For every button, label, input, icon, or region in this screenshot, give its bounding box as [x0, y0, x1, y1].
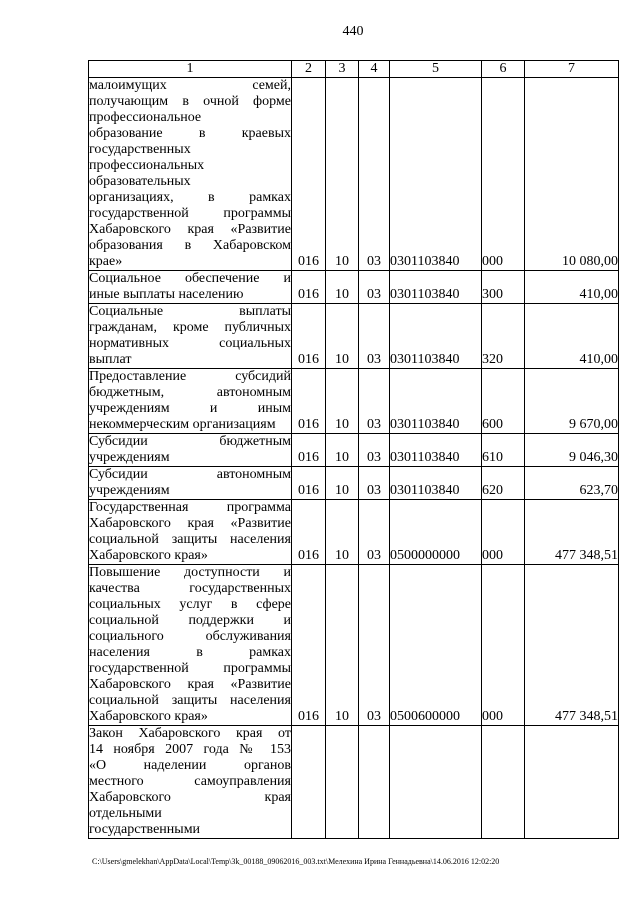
col-3-value: 10	[326, 304, 359, 369]
col-4-value: 03	[359, 304, 390, 369]
text-line: Субсидии автономным	[89, 467, 291, 482]
col-7-value: 10 080,00	[525, 78, 619, 271]
col-2-value: 016	[292, 271, 326, 304]
col-3-value: 10	[326, 500, 359, 565]
text-line: образование в краевых	[89, 126, 291, 141]
text-line: Хабаровского края «Развитие	[89, 222, 291, 237]
col-7-header: 7	[525, 61, 619, 78]
col-5-header: 5	[390, 61, 482, 78]
col-2-value: 016	[292, 500, 326, 565]
text-line: социальной защиты населения	[89, 532, 291, 547]
text-line: местного самоуправления	[89, 774, 291, 789]
budget-table	[88, 60, 619, 839]
table-row	[89, 304, 619, 369]
col-5-value: 0301103840	[390, 78, 482, 271]
text-line: «О наделении органов	[89, 758, 291, 773]
col-2-header: 2	[292, 61, 326, 78]
text-line: 14 ноября 2007 года № 153	[89, 742, 291, 757]
col-2-value: 016	[292, 565, 326, 726]
text-line: учреждениям и иным	[89, 401, 291, 416]
col-6-value	[482, 726, 525, 839]
col-2-value	[292, 726, 326, 839]
table-row	[89, 271, 619, 304]
col-2-value: 016	[292, 78, 326, 271]
text-line: Субсидии бюджетным	[89, 434, 291, 449]
col-5-value: 0500600000	[390, 565, 482, 726]
col-4-value: 03	[359, 500, 390, 565]
text-line: профессиональное	[89, 110, 202, 125]
text-line: государственных	[89, 142, 191, 157]
text-line: профессиональных	[89, 158, 205, 173]
text-line: некоммерческим организациям	[89, 417, 276, 432]
text-line: Социальные выплаты	[89, 304, 291, 319]
text-line: государственной программы	[89, 661, 291, 676]
col-3-value	[326, 726, 359, 839]
text-line: государственной программы	[89, 206, 291, 221]
text-line: Хабаровского края	[89, 790, 291, 805]
col-6-value: 000	[482, 500, 525, 565]
text-line: населения в рамках	[89, 645, 291, 660]
col-3-value: 10	[326, 565, 359, 726]
table-row	[89, 434, 619, 467]
table-row	[89, 369, 619, 434]
text-line: нормативных социальных	[89, 336, 291, 351]
table-row	[89, 565, 619, 726]
col-6-value: 000	[482, 565, 525, 726]
text-line: учреждениям	[89, 483, 170, 498]
row-name-cell	[89, 271, 292, 304]
text-line: Хабаровского края «Развитие	[89, 677, 291, 692]
col-3-value: 10	[326, 78, 359, 271]
col-5-value: 0301103840	[390, 369, 482, 434]
col-4-value: 03	[359, 565, 390, 726]
col-4-value	[359, 726, 390, 839]
col-6-value: 600	[482, 369, 525, 434]
row-name-cell	[89, 467, 292, 500]
text-line: Государственная программа	[89, 500, 291, 515]
col-4-value: 03	[359, 78, 390, 271]
col-5-value	[390, 726, 482, 839]
col-5-value: 0301103840	[390, 467, 482, 500]
text-line: учреждениям	[89, 450, 170, 465]
col-7-value: 9 670,00	[525, 369, 619, 434]
col-6-header: 6	[482, 61, 525, 78]
col-4-value: 03	[359, 271, 390, 304]
col-6-value: 000	[482, 78, 525, 271]
text-line: крае»	[89, 254, 123, 269]
text-line: социальных услуг в сфере	[89, 597, 291, 612]
col-5-value: 0301103840	[390, 434, 482, 467]
text-line: гражданам, кроме публичных	[89, 320, 291, 335]
col-7-value: 477 348,51	[525, 565, 619, 726]
col-2-value: 016	[292, 434, 326, 467]
text-line: Хабаровского края»	[89, 709, 208, 724]
row-name-cell	[89, 78, 292, 271]
col-4-value: 03	[359, 369, 390, 434]
row-name-cell	[89, 726, 292, 839]
col-6-value: 320	[482, 304, 525, 369]
text-line: Хабаровского края»	[89, 548, 208, 563]
text-line: Закон Хабаровского края от	[89, 726, 291, 741]
row-name-cell	[89, 369, 292, 434]
text-line: Предоставление субсидий	[89, 369, 291, 384]
table-row	[89, 467, 619, 500]
header-row	[89, 61, 619, 78]
row-name-cell	[89, 304, 292, 369]
col-4-value: 03	[359, 434, 390, 467]
col-7-value: 477 348,51	[525, 500, 619, 565]
text-line: выплат	[89, 352, 132, 367]
table-row	[89, 500, 619, 565]
text-line: бюджетным, автономным	[89, 385, 291, 400]
col-2-value: 016	[292, 369, 326, 434]
col-6-value: 610	[482, 434, 525, 467]
text-line: социального обслуживания	[89, 629, 291, 644]
page-number: 440	[342, 24, 364, 39]
col-3-value: 10	[326, 434, 359, 467]
text-line: Хабаровского края «Развитие	[89, 516, 291, 531]
col-7-value: 9 046,30	[525, 434, 619, 467]
text-line: малоимущих семей,	[89, 78, 291, 93]
text-line: организациях, в рамках	[89, 190, 291, 205]
text-line: получающим в очной форме	[89, 94, 291, 109]
row-name-cell	[89, 500, 292, 565]
text-line: образования в Хабаровском	[89, 238, 291, 253]
col-7-value	[525, 726, 619, 839]
col-4-value: 03	[359, 467, 390, 500]
row-name-cell	[89, 565, 292, 726]
text-line: социальной защиты населения	[89, 693, 291, 708]
col-3-value: 10	[326, 467, 359, 500]
col-2-value: 016	[292, 467, 326, 500]
col-6-value: 300	[482, 271, 525, 304]
col-5-value: 0500000000	[390, 500, 482, 565]
col-5-value: 0301103840	[390, 271, 482, 304]
table-row	[89, 726, 619, 839]
text-line: отдельными	[89, 806, 162, 821]
text-line: социальной поддержки и	[89, 613, 291, 628]
text-line: Социальное обеспечение и	[89, 271, 291, 286]
col-4-header: 4	[359, 61, 390, 78]
row-name-cell	[89, 434, 292, 467]
file-path-footer: C:\Users\gmelekhan\AppData\Local\Temp\3k_00188_09062016_003.txt\Мелехина Ирина Геннадьевна\14.06.2016 12:02:20	[92, 857, 500, 866]
col-7-value: 410,00	[525, 304, 619, 369]
text-line: образовательных	[89, 174, 191, 189]
text-line: государственными	[89, 822, 201, 837]
table-row	[89, 78, 619, 271]
col-3-value: 10	[326, 369, 359, 434]
text-line: иные выплаты населению	[89, 287, 244, 302]
col-3-header: 3	[326, 61, 359, 78]
text-line: качества государственных	[89, 581, 291, 596]
col-5-value: 0301103840	[390, 304, 482, 369]
col-1-header: 1	[89, 61, 292, 78]
col-7-value: 623,70	[525, 467, 619, 500]
col-7-value: 410,00	[525, 271, 619, 304]
col-2-value: 016	[292, 304, 326, 369]
col-6-value: 620	[482, 467, 525, 500]
col-3-value: 10	[326, 271, 359, 304]
text-line: Повышение доступности и	[89, 565, 291, 580]
